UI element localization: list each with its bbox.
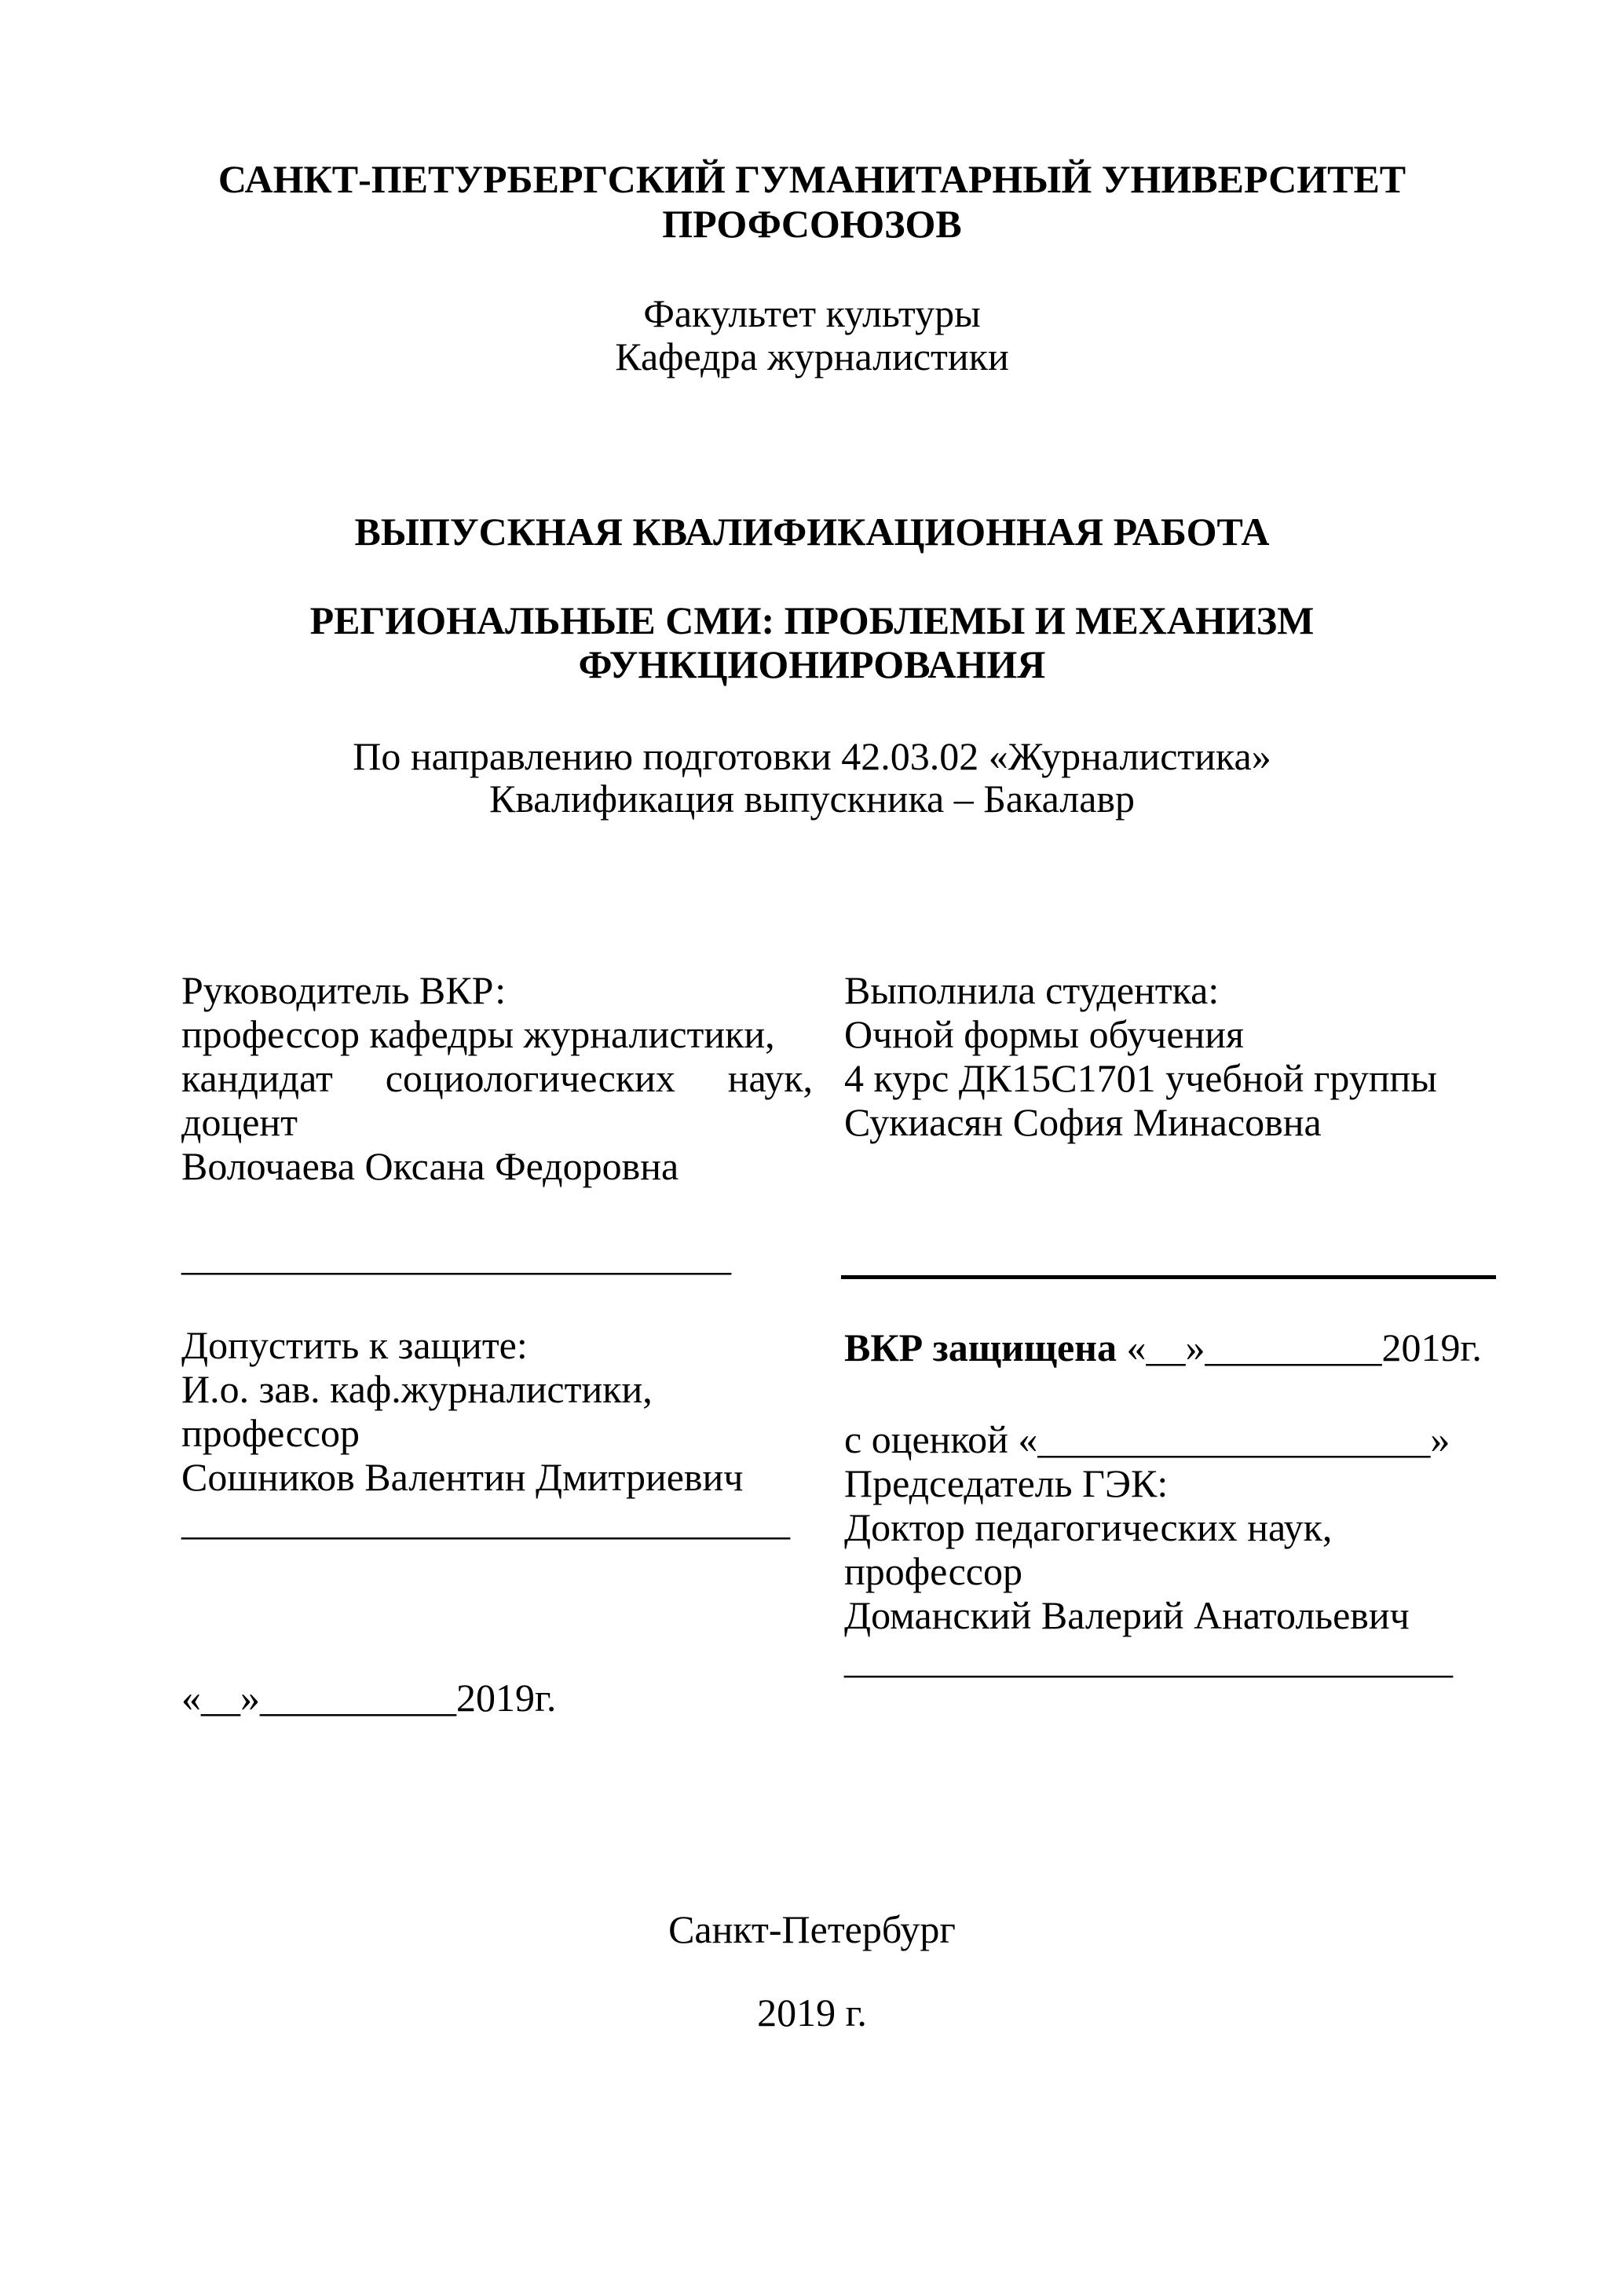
chair-title: профессор [844,1549,1022,1593]
work-title-line1: РЕГИОНАЛЬНЫЕ СМИ: ПРОБЛЕМЫ И МЕХАНИЗМ [309,598,1315,642]
admission-head-position: И.о. зав. каф.журналистики, [181,1367,653,1411]
student-block [844,968,1520,1144]
defense-date: «__»_________2019г. [1116,1325,1482,1369]
year: 2019 г. [757,1991,867,2035]
student-name: Сукиасян София Минасовна [844,1100,1322,1144]
university-name-line1: САНКТ-ПЕТУРБЕРГСКИЙ ГУМАНИТАРНЫЙ УНИВЕРСИТЕТ [218,157,1406,201]
work-type: ВЫПУСКНАЯ КВАЛИФИКАЦИОННАЯ РАБОТА [354,510,1270,554]
university-name-line2: ПРОФСОЮЗОВ [662,202,962,246]
supervisor-degree-word: социологических [385,1056,675,1100]
defense-block [844,1325,1520,1369]
supervisor-signature-line: ____________________________ [181,1234,731,1278]
city: Санкт-Петербург [668,1907,956,1951]
student-group: 4 курс ДК15С1701 учебной группы [844,1056,1437,1100]
defense-label: ВКР защищена [844,1325,1117,1369]
admission-head-name: Сошников Валентин Дмитриевич [181,1455,744,1499]
admission-signature-line: _______________________________ [181,1499,790,1543]
graduate-qualification: Квалификация выпускника – Бакалавр [488,777,1136,821]
supervisor-block [181,968,817,1188]
defense-details [844,1417,1520,1681]
supervisor-position: профессор кафедры журналистики, [181,1012,775,1056]
defense-grade: с оценкой «____________________» [844,1417,1450,1461]
student-study-form: Очной формы обучения [844,1012,1245,1056]
chair-name: Доманский Валерий Анатольевич [844,1593,1410,1637]
defense-date-line [844,1325,1520,1369]
study-direction: По направлению подготовки 42.03.02 «Журналистика» [353,734,1271,778]
supervisor-degree-word: кандидат [181,1056,333,1100]
department: Кафедра журналистики [615,335,1009,378]
supervisor-title: доцент [181,1100,298,1144]
supervisor-name: Волочаева Оксана Федоровна [181,1144,679,1188]
admission-head-title: профессор [181,1411,360,1455]
supervisor-degree [181,1056,813,1100]
student-signature-rule [841,1275,1496,1279]
admission-date: «__»__________2019г. [181,1676,557,1720]
admission-heading: Допустить к защите: [181,1323,528,1367]
chair-heading: Председатель ГЭК: [844,1461,1169,1505]
admission-block [181,1323,817,1543]
supervisor-heading: Руководитель ВКР: [181,968,507,1012]
student-heading: Выполнила студентка: [844,968,1220,1012]
chair-degree: Доктор педагогических наук, [844,1505,1333,1549]
supervisor-degree-word: наук, [727,1056,813,1100]
faculty: Факультет культуры [643,291,981,335]
chair-signature-line: _______________________________ [844,1637,1453,1681]
work-title-line2: ФУНКЦИОНИРОВАНИЯ [578,642,1046,686]
